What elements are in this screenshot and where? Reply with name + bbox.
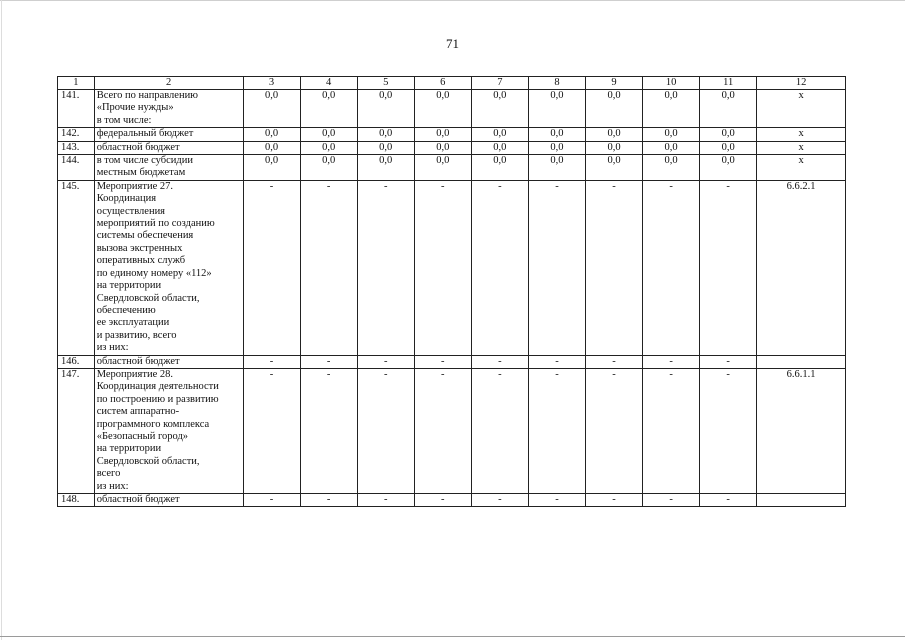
- value-cell: 0,0: [643, 141, 700, 154]
- row-number: 142.: [58, 128, 95, 141]
- value-cell: 0,0: [471, 90, 528, 128]
- value-cell: -: [585, 180, 642, 355]
- target-reference: х: [757, 90, 846, 128]
- value-cell: -: [643, 368, 700, 493]
- value-cell: -: [471, 355, 528, 368]
- row-number: 143.: [58, 141, 95, 154]
- value-cell: -: [700, 355, 757, 368]
- value-cell: 0,0: [471, 141, 528, 154]
- value-cell: -: [300, 355, 357, 368]
- value-cell: 0,0: [414, 128, 471, 141]
- target-reference: х: [757, 128, 846, 141]
- value-cell: -: [700, 368, 757, 493]
- value-cell: -: [243, 368, 300, 493]
- value-cell: 0,0: [471, 128, 528, 141]
- value-cell: 0,0: [300, 141, 357, 154]
- row-title: областной бюджет: [94, 355, 243, 368]
- column-header: 2: [94, 77, 243, 90]
- value-cell: 0,0: [300, 128, 357, 141]
- column-header: 12: [757, 77, 846, 90]
- table-row: [58, 494, 846, 507]
- value-cell: -: [414, 368, 471, 493]
- row-number: 145.: [58, 180, 95, 355]
- value-cell: -: [700, 494, 757, 507]
- value-cell: -: [357, 368, 414, 493]
- row-number: 144.: [58, 155, 95, 181]
- value-cell: -: [357, 180, 414, 355]
- value-cell: 0,0: [300, 90, 357, 128]
- value-cell: -: [643, 494, 700, 507]
- budget-table: [57, 76, 846, 507]
- scan-top-edge: [0, 0, 905, 1]
- value-cell: -: [585, 368, 642, 493]
- column-header: 4: [300, 77, 357, 90]
- table-row: [58, 141, 846, 154]
- page-number: 71: [446, 36, 459, 51]
- row-title: федеральный бюджет: [94, 128, 243, 141]
- column-header: 7: [471, 77, 528, 90]
- row-number: 141.: [58, 90, 95, 128]
- value-cell: -: [414, 180, 471, 355]
- value-cell: -: [528, 494, 585, 507]
- value-cell: 0,0: [357, 90, 414, 128]
- value-cell: 0,0: [414, 155, 471, 181]
- value-cell: -: [300, 494, 357, 507]
- value-cell: -: [528, 355, 585, 368]
- value-cell: -: [643, 355, 700, 368]
- scan-bottom-edge: [0, 636, 905, 637]
- column-header: 3: [243, 77, 300, 90]
- row-title: Мероприятие 27. Координация осуществления мероприятий по созданию системы обеспечения вызова экстренных оперативных служб по единому номеру «112» на территории Свердловской области, обеспечению ее эксплуатации и развитию, всего из них:: [94, 180, 243, 355]
- value-cell: -: [585, 355, 642, 368]
- table-row: [58, 155, 846, 181]
- value-cell: 0,0: [585, 128, 642, 141]
- scan-left-edge: [1, 0, 2, 640]
- value-cell: 0,0: [528, 90, 585, 128]
- value-cell: 0,0: [643, 90, 700, 128]
- target-reference: х: [757, 141, 846, 154]
- value-cell: 0,0: [243, 90, 300, 128]
- value-cell: 0,0: [700, 90, 757, 128]
- target-reference: х: [757, 155, 846, 181]
- value-cell: 0,0: [357, 128, 414, 141]
- value-cell: -: [243, 494, 300, 507]
- value-cell: 0,0: [700, 141, 757, 154]
- value-cell: -: [528, 180, 585, 355]
- column-header: 11: [700, 77, 757, 90]
- value-cell: -: [357, 355, 414, 368]
- row-title: областной бюджет: [94, 141, 243, 154]
- value-cell: 0,0: [700, 128, 757, 141]
- value-cell: -: [471, 494, 528, 507]
- value-cell: 0,0: [357, 141, 414, 154]
- row-title: областной бюджет: [94, 494, 243, 507]
- target-reference: 6.6.2.1: [757, 180, 846, 355]
- table-row: [58, 368, 846, 493]
- value-cell: -: [528, 368, 585, 493]
- row-title: Мероприятие 28. Координация деятельности по построению и развитию систем аппаратно- программного комплекса «Безопасный город» на территории Свердловской области, всего из них:: [94, 368, 243, 493]
- target-reference: 6.6.1.1: [757, 368, 846, 493]
- value-cell: 0,0: [300, 155, 357, 181]
- value-cell: -: [414, 355, 471, 368]
- value-cell: -: [585, 494, 642, 507]
- value-cell: 0,0: [414, 90, 471, 128]
- table-row: [58, 128, 846, 141]
- value-cell: 0,0: [585, 141, 642, 154]
- column-header: 8: [528, 77, 585, 90]
- value-cell: -: [300, 180, 357, 355]
- value-cell: 0,0: [643, 155, 700, 181]
- table-row: [58, 90, 846, 128]
- column-header: 9: [585, 77, 642, 90]
- value-cell: 0,0: [471, 155, 528, 181]
- row-title: в том числе субсидии местным бюджетам: [94, 155, 243, 181]
- value-cell: -: [414, 494, 471, 507]
- value-cell: 0,0: [528, 155, 585, 181]
- value-cell: -: [243, 180, 300, 355]
- value-cell: 0,0: [243, 155, 300, 181]
- value-cell: -: [357, 494, 414, 507]
- value-cell: 0,0: [243, 141, 300, 154]
- column-header: 5: [357, 77, 414, 90]
- row-number: 146.: [58, 355, 95, 368]
- value-cell: -: [643, 180, 700, 355]
- column-header: 10: [643, 77, 700, 90]
- value-cell: -: [300, 368, 357, 493]
- table-row: [58, 355, 846, 368]
- header-row: [58, 77, 846, 90]
- value-cell: -: [700, 180, 757, 355]
- table-row: [58, 180, 846, 355]
- value-cell: 0,0: [414, 141, 471, 154]
- row-title: Всего по направлению «Прочие нужды» в том числе:: [94, 90, 243, 128]
- row-number: 147.: [58, 368, 95, 493]
- value-cell: 0,0: [528, 141, 585, 154]
- target-reference: [757, 355, 846, 368]
- value-cell: -: [471, 180, 528, 355]
- target-reference: [757, 494, 846, 507]
- value-cell: 0,0: [243, 128, 300, 141]
- column-header: 6: [414, 77, 471, 90]
- value-cell: 0,0: [643, 128, 700, 141]
- value-cell: 0,0: [528, 128, 585, 141]
- row-number: 148.: [58, 494, 95, 507]
- value-cell: 0,0: [700, 155, 757, 181]
- value-cell: 0,0: [357, 155, 414, 181]
- column-header: 1: [58, 77, 95, 90]
- value-cell: 0,0: [585, 155, 642, 181]
- value-cell: -: [471, 368, 528, 493]
- value-cell: -: [243, 355, 300, 368]
- table-body: [58, 77, 846, 507]
- value-cell: 0,0: [585, 90, 642, 128]
